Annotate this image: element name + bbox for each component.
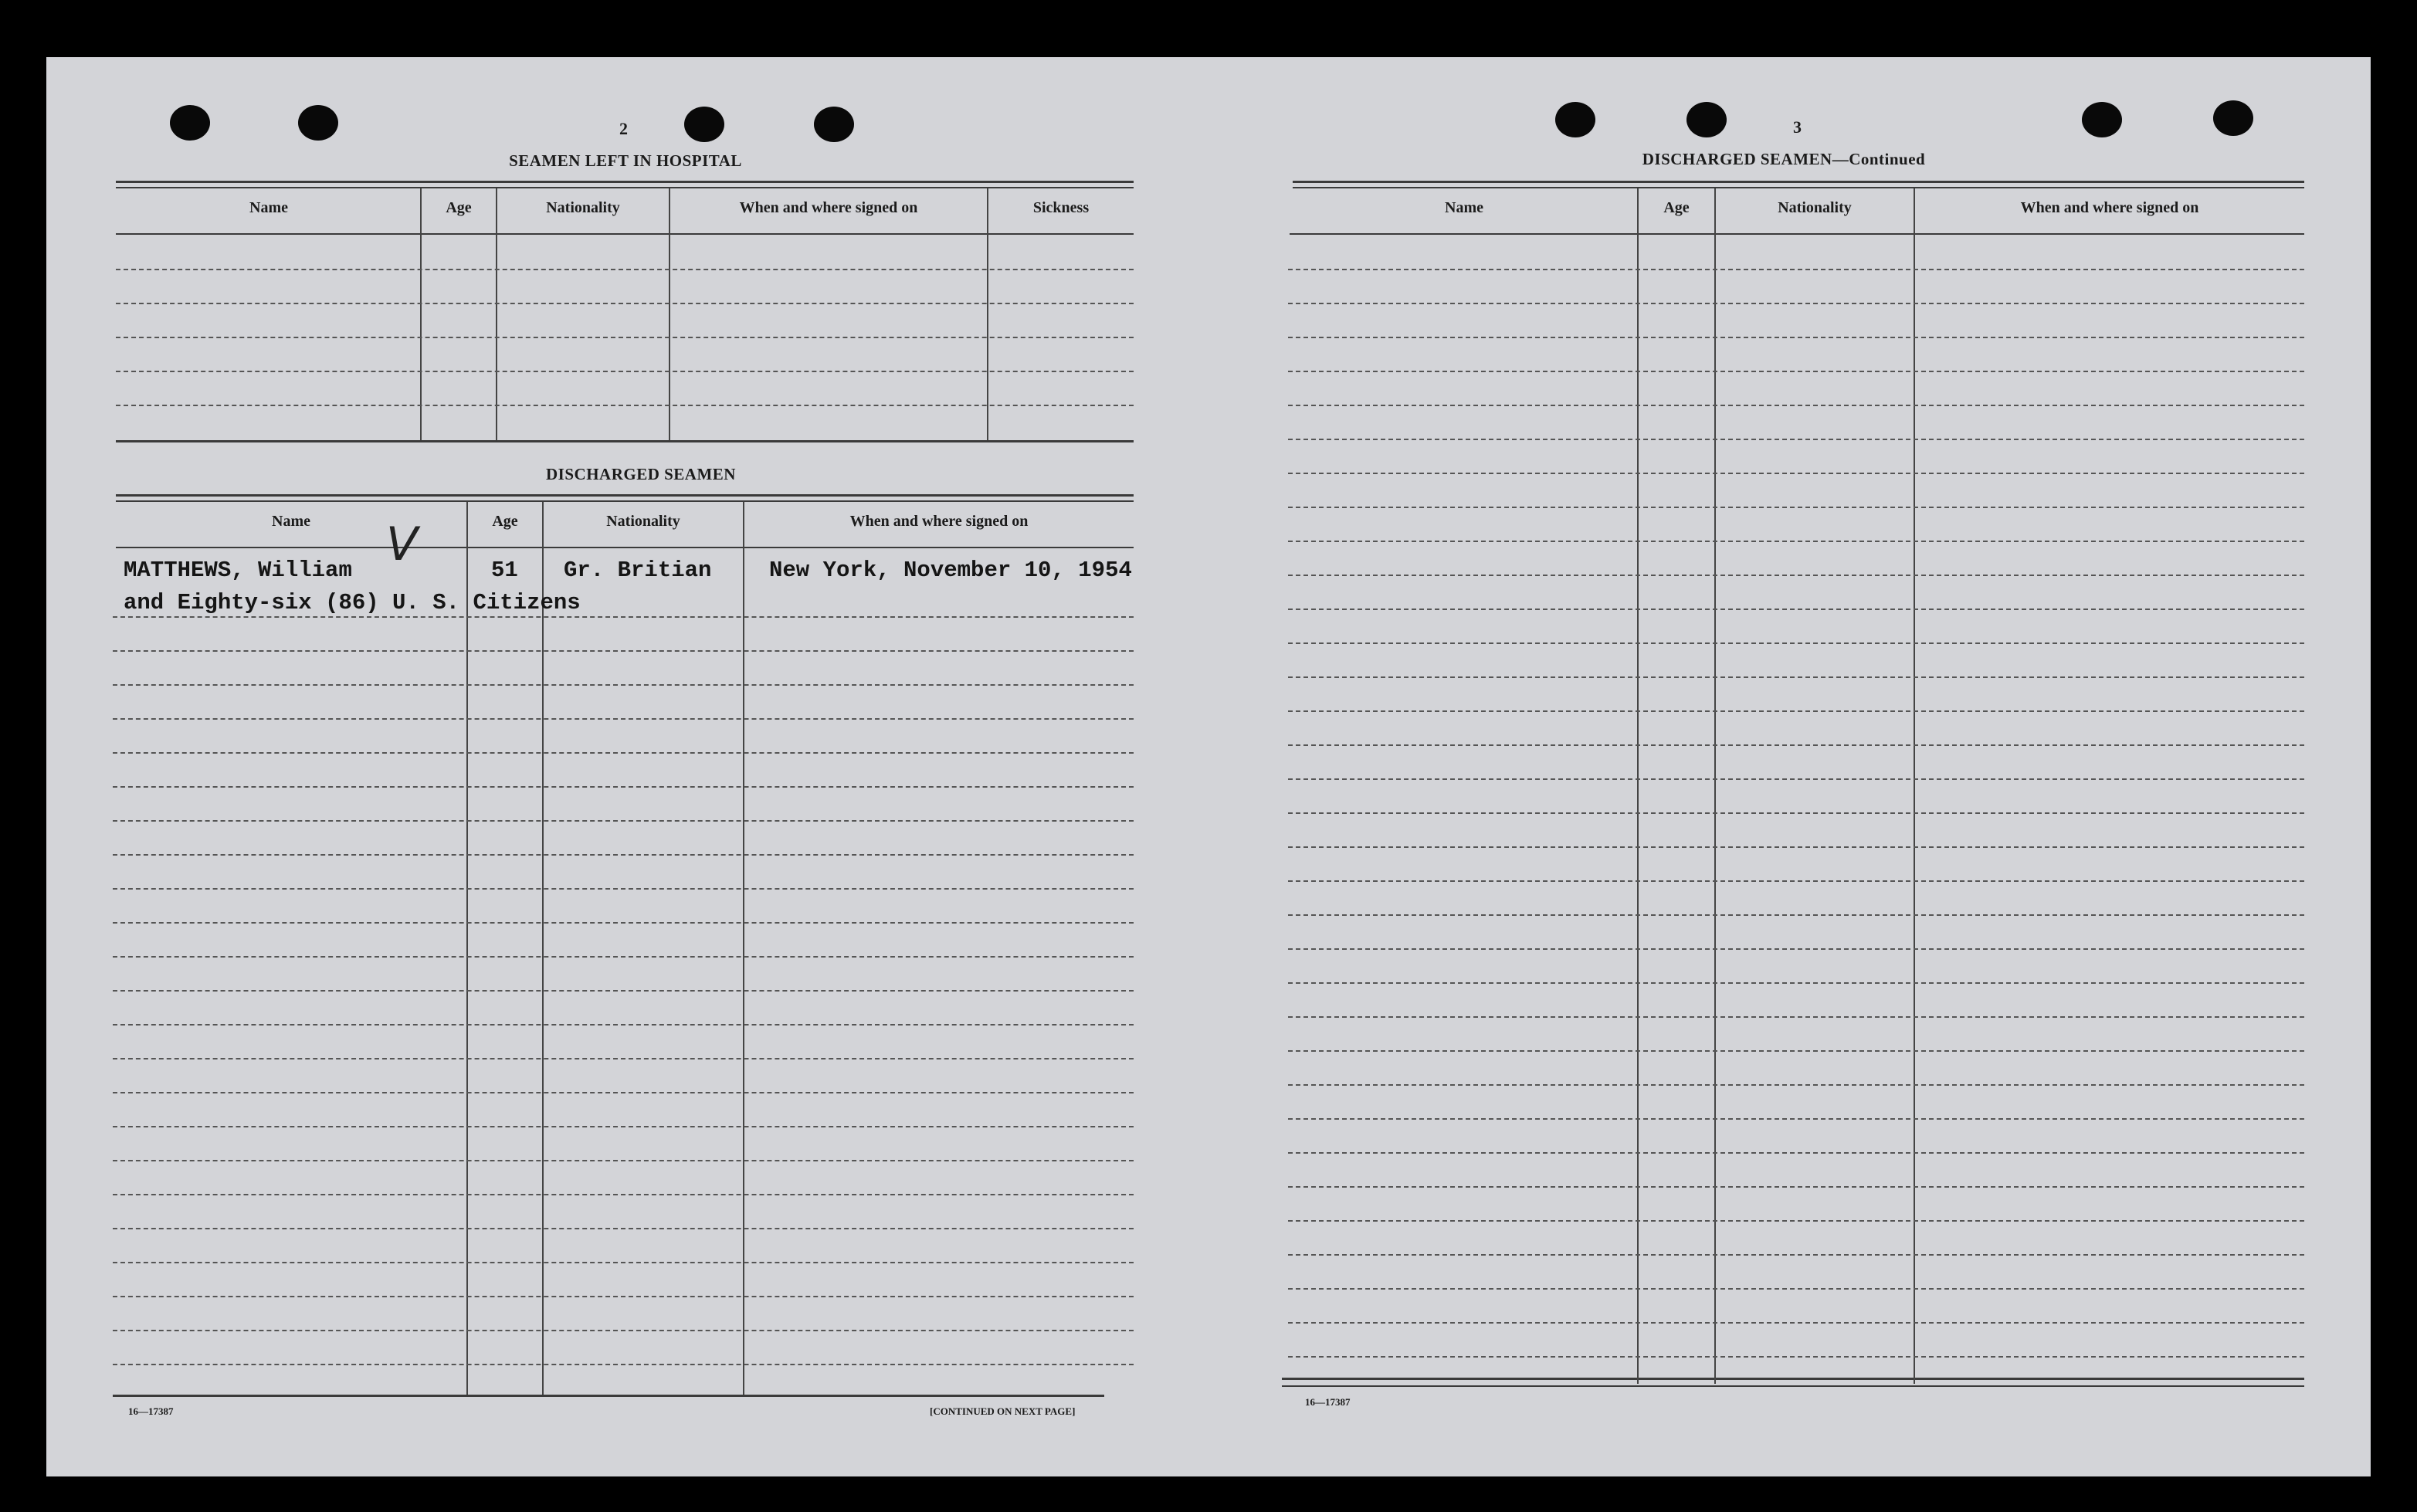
row-line	[113, 752, 1134, 754]
row-line	[1288, 846, 2304, 848]
row-line	[1288, 812, 2304, 814]
row-line	[1288, 439, 2304, 440]
column-header-signed-on: When and where signed on	[849, 513, 1029, 530]
table-top-rule	[116, 500, 1134, 502]
table-top-rule	[1293, 181, 2304, 183]
row-line	[1288, 337, 2304, 338]
row-line	[1288, 1288, 2304, 1290]
column-header-sickness: Sickness	[1032, 199, 1090, 216]
check-mark: V	[386, 517, 419, 571]
row-line	[113, 1024, 1134, 1026]
table-row-nationality: Gr. Britian	[564, 558, 712, 583]
header-rule	[1290, 233, 2304, 235]
column-divider	[1714, 188, 1716, 1384]
row-line	[1288, 948, 2304, 950]
row-line	[1288, 405, 2304, 406]
row-line	[1288, 1186, 2304, 1188]
table-bottom-rule	[1282, 1385, 2304, 1387]
row-line	[113, 1228, 1134, 1229]
row-line	[113, 888, 1134, 890]
row-line	[1288, 575, 2304, 576]
column-header-signed-on: When and where signed on	[2020, 199, 2199, 216]
row-line	[1288, 1356, 2304, 1358]
column-divider	[542, 502, 544, 1395]
page-number: 3	[1793, 117, 1802, 137]
table-bottom-rule	[1282, 1378, 2304, 1380]
row-line	[113, 820, 1134, 822]
row-line	[1288, 914, 2304, 916]
table-top-rule	[1293, 187, 2304, 188]
row-line	[113, 1058, 1134, 1059]
binder-hole	[684, 107, 724, 142]
row-line	[113, 786, 1134, 788]
column-header-nationality: Nationality	[1778, 199, 1852, 216]
table-row-name: MATTHEWS, William	[124, 558, 352, 583]
row-line	[113, 1262, 1134, 1263]
column-header-age: Age	[1663, 199, 1690, 216]
row-line	[113, 718, 1134, 720]
row-line	[1288, 303, 2304, 304]
header-rule	[116, 547, 1134, 548]
column-divider	[496, 188, 497, 440]
row-line	[113, 1092, 1134, 1093]
column-header-age: Age	[492, 513, 518, 530]
table-top-rule	[116, 494, 1134, 497]
column-divider	[1914, 188, 1915, 1384]
column-divider	[987, 188, 988, 440]
table-row-signed-on: New York, November 10, 1954	[769, 558, 1132, 583]
row-line	[113, 684, 1134, 686]
table-bottom-rule	[116, 440, 1134, 442]
hospital-section-title: SEAMEN LEFT IN HOSPITAL	[509, 151, 742, 170]
row-line	[1288, 744, 2304, 746]
row-line	[113, 990, 1134, 992]
row-line	[1288, 642, 2304, 644]
row-line	[1288, 982, 2304, 984]
row-line	[113, 1364, 1134, 1365]
row-line	[116, 337, 1134, 338]
column-header-signed-on: When and where signed on	[739, 199, 918, 216]
binder-hole	[1555, 102, 1595, 137]
column-header-name: Name	[249, 199, 288, 216]
row-line	[113, 956, 1134, 958]
binder-hole	[1686, 102, 1727, 137]
row-line	[1288, 710, 2304, 712]
row-line	[113, 1296, 1134, 1297]
header-rule	[116, 233, 1134, 235]
row-line	[116, 405, 1134, 406]
discharged-continued-title: DISCHARGED SEAMEN—Continued	[1642, 150, 1926, 168]
row-line	[113, 854, 1134, 856]
table-top-rule	[116, 181, 1134, 183]
row-line	[1288, 541, 2304, 542]
row-line	[1288, 269, 2304, 270]
binder-hole	[2213, 100, 2253, 136]
form-number: 16—17387	[128, 1405, 174, 1417]
table-row-age: 51	[491, 558, 518, 583]
column-divider	[743, 502, 744, 1395]
row-line	[113, 650, 1134, 652]
column-header-nationality: Nationality	[546, 199, 620, 216]
column-divider	[420, 188, 422, 440]
row-line	[1288, 1118, 2304, 1120]
row-line	[1288, 1084, 2304, 1086]
row-line	[113, 616, 1134, 618]
row-line	[113, 1160, 1134, 1161]
row-line	[1288, 1322, 2304, 1324]
row-line	[1288, 507, 2304, 508]
row-line	[1288, 371, 2304, 372]
form-number: 16—17387	[1305, 1396, 1351, 1408]
column-header-nationality: Nationality	[606, 513, 680, 530]
page-number: 2	[619, 119, 628, 138]
column-divider	[466, 502, 468, 1395]
row-line	[1288, 676, 2304, 678]
citizens-note: and Eighty-six (86) U. S. Citizens	[124, 590, 581, 615]
column-divider	[669, 188, 670, 440]
row-line	[1288, 1152, 2304, 1154]
binder-hole	[170, 105, 210, 141]
binder-hole	[814, 107, 854, 142]
row-line	[113, 1194, 1134, 1195]
row-line	[1288, 1050, 2304, 1052]
table-top-rule	[116, 187, 1134, 188]
table-bottom-rule	[113, 1395, 1104, 1397]
binder-hole	[2082, 102, 2122, 137]
row-line	[116, 269, 1134, 270]
binder-hole	[298, 105, 338, 141]
row-line	[1288, 1016, 2304, 1018]
row-line	[1288, 778, 2304, 780]
row-line	[1288, 1220, 2304, 1222]
column-header-name: Name	[272, 513, 310, 530]
row-line	[116, 371, 1134, 372]
row-line	[116, 303, 1134, 304]
discharged-section-title: DISCHARGED SEAMEN	[546, 465, 736, 483]
column-header-name: Name	[1445, 199, 1483, 216]
row-line	[1288, 473, 2304, 474]
column-divider	[1637, 188, 1639, 1384]
row-line	[1288, 609, 2304, 610]
row-line	[113, 922, 1134, 924]
row-line	[1288, 880, 2304, 882]
column-header-age: Age	[446, 199, 472, 216]
row-line	[1288, 1254, 2304, 1256]
row-line	[113, 1330, 1134, 1331]
row-line	[113, 1126, 1134, 1127]
continued-note: [CONTINUED ON NEXT PAGE]	[930, 1405, 1076, 1417]
